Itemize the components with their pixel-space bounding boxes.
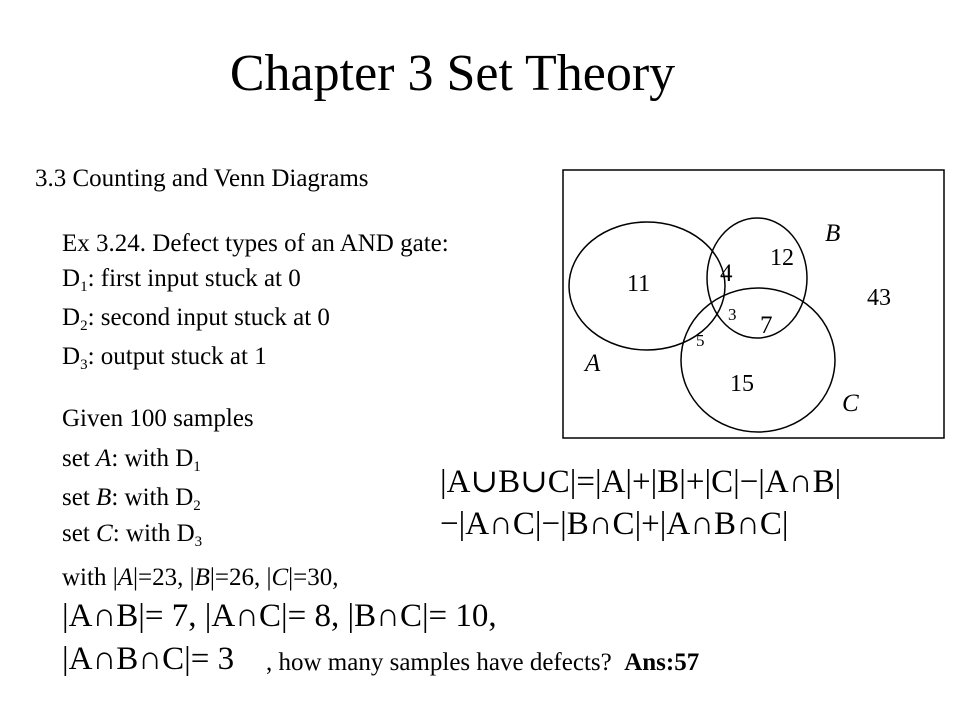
triple-intersection: |A∩B∩C|= 3	[62, 641, 235, 677]
page-title: Chapter 3 Set Theory	[229, 45, 676, 102]
region-abc: 3	[728, 305, 737, 324]
formula-line-2: −|A∩C|−|B∩C|+|A∩B∩C|	[440, 506, 789, 542]
set-c-circle	[681, 288, 835, 432]
answer: Ans:57	[624, 649, 700, 676]
set-c-definition: set C: with $D_3$	[62, 520, 203, 550]
formula-line-1: |A∪B∪C|=|A|+|B|+|C|−|A∩B|	[440, 464, 842, 500]
section-heading: 3.3 Counting and Venn Diagrams	[35, 165, 369, 192]
region-ac-only: 5	[696, 331, 705, 350]
region-bc-only: 7	[760, 312, 773, 339]
venn-label-b: B	[825, 220, 841, 247]
region-outside: 43	[867, 285, 891, 311]
defect-d1: $D_1$: first input stuck at 0	[62, 265, 301, 295]
region-a-only: 11	[627, 271, 651, 297]
venn-label-c: C	[842, 390, 859, 417]
cardinalities-line: with |A|=23, |B|=26, |C|=30,	[62, 564, 339, 591]
set-a-definition: set A: with $D_1$	[62, 445, 201, 475]
region-ab-only: 4	[720, 260, 733, 287]
example-heading: Ex 3.24. Defect types of an AND gate:	[62, 230, 449, 257]
defect-d2: $D_2$: second input stuck at 0	[62, 304, 330, 334]
question-text: , how many samples have defects? Ans:57	[266, 649, 700, 676]
venn-label-a: A	[585, 350, 601, 377]
region-c-only: 15	[730, 371, 754, 397]
set-b-definition: set B: with $D_2$	[62, 484, 201, 514]
defect-d3: $D_3$: output stuck at 1	[62, 343, 267, 373]
intersections-line: |A∩B|= 7, |A∩C|= 8, |B∩C|= 10,	[62, 598, 497, 634]
given-samples: Given 100 samples	[62, 405, 254, 432]
region-b-only: 12	[770, 245, 794, 271]
